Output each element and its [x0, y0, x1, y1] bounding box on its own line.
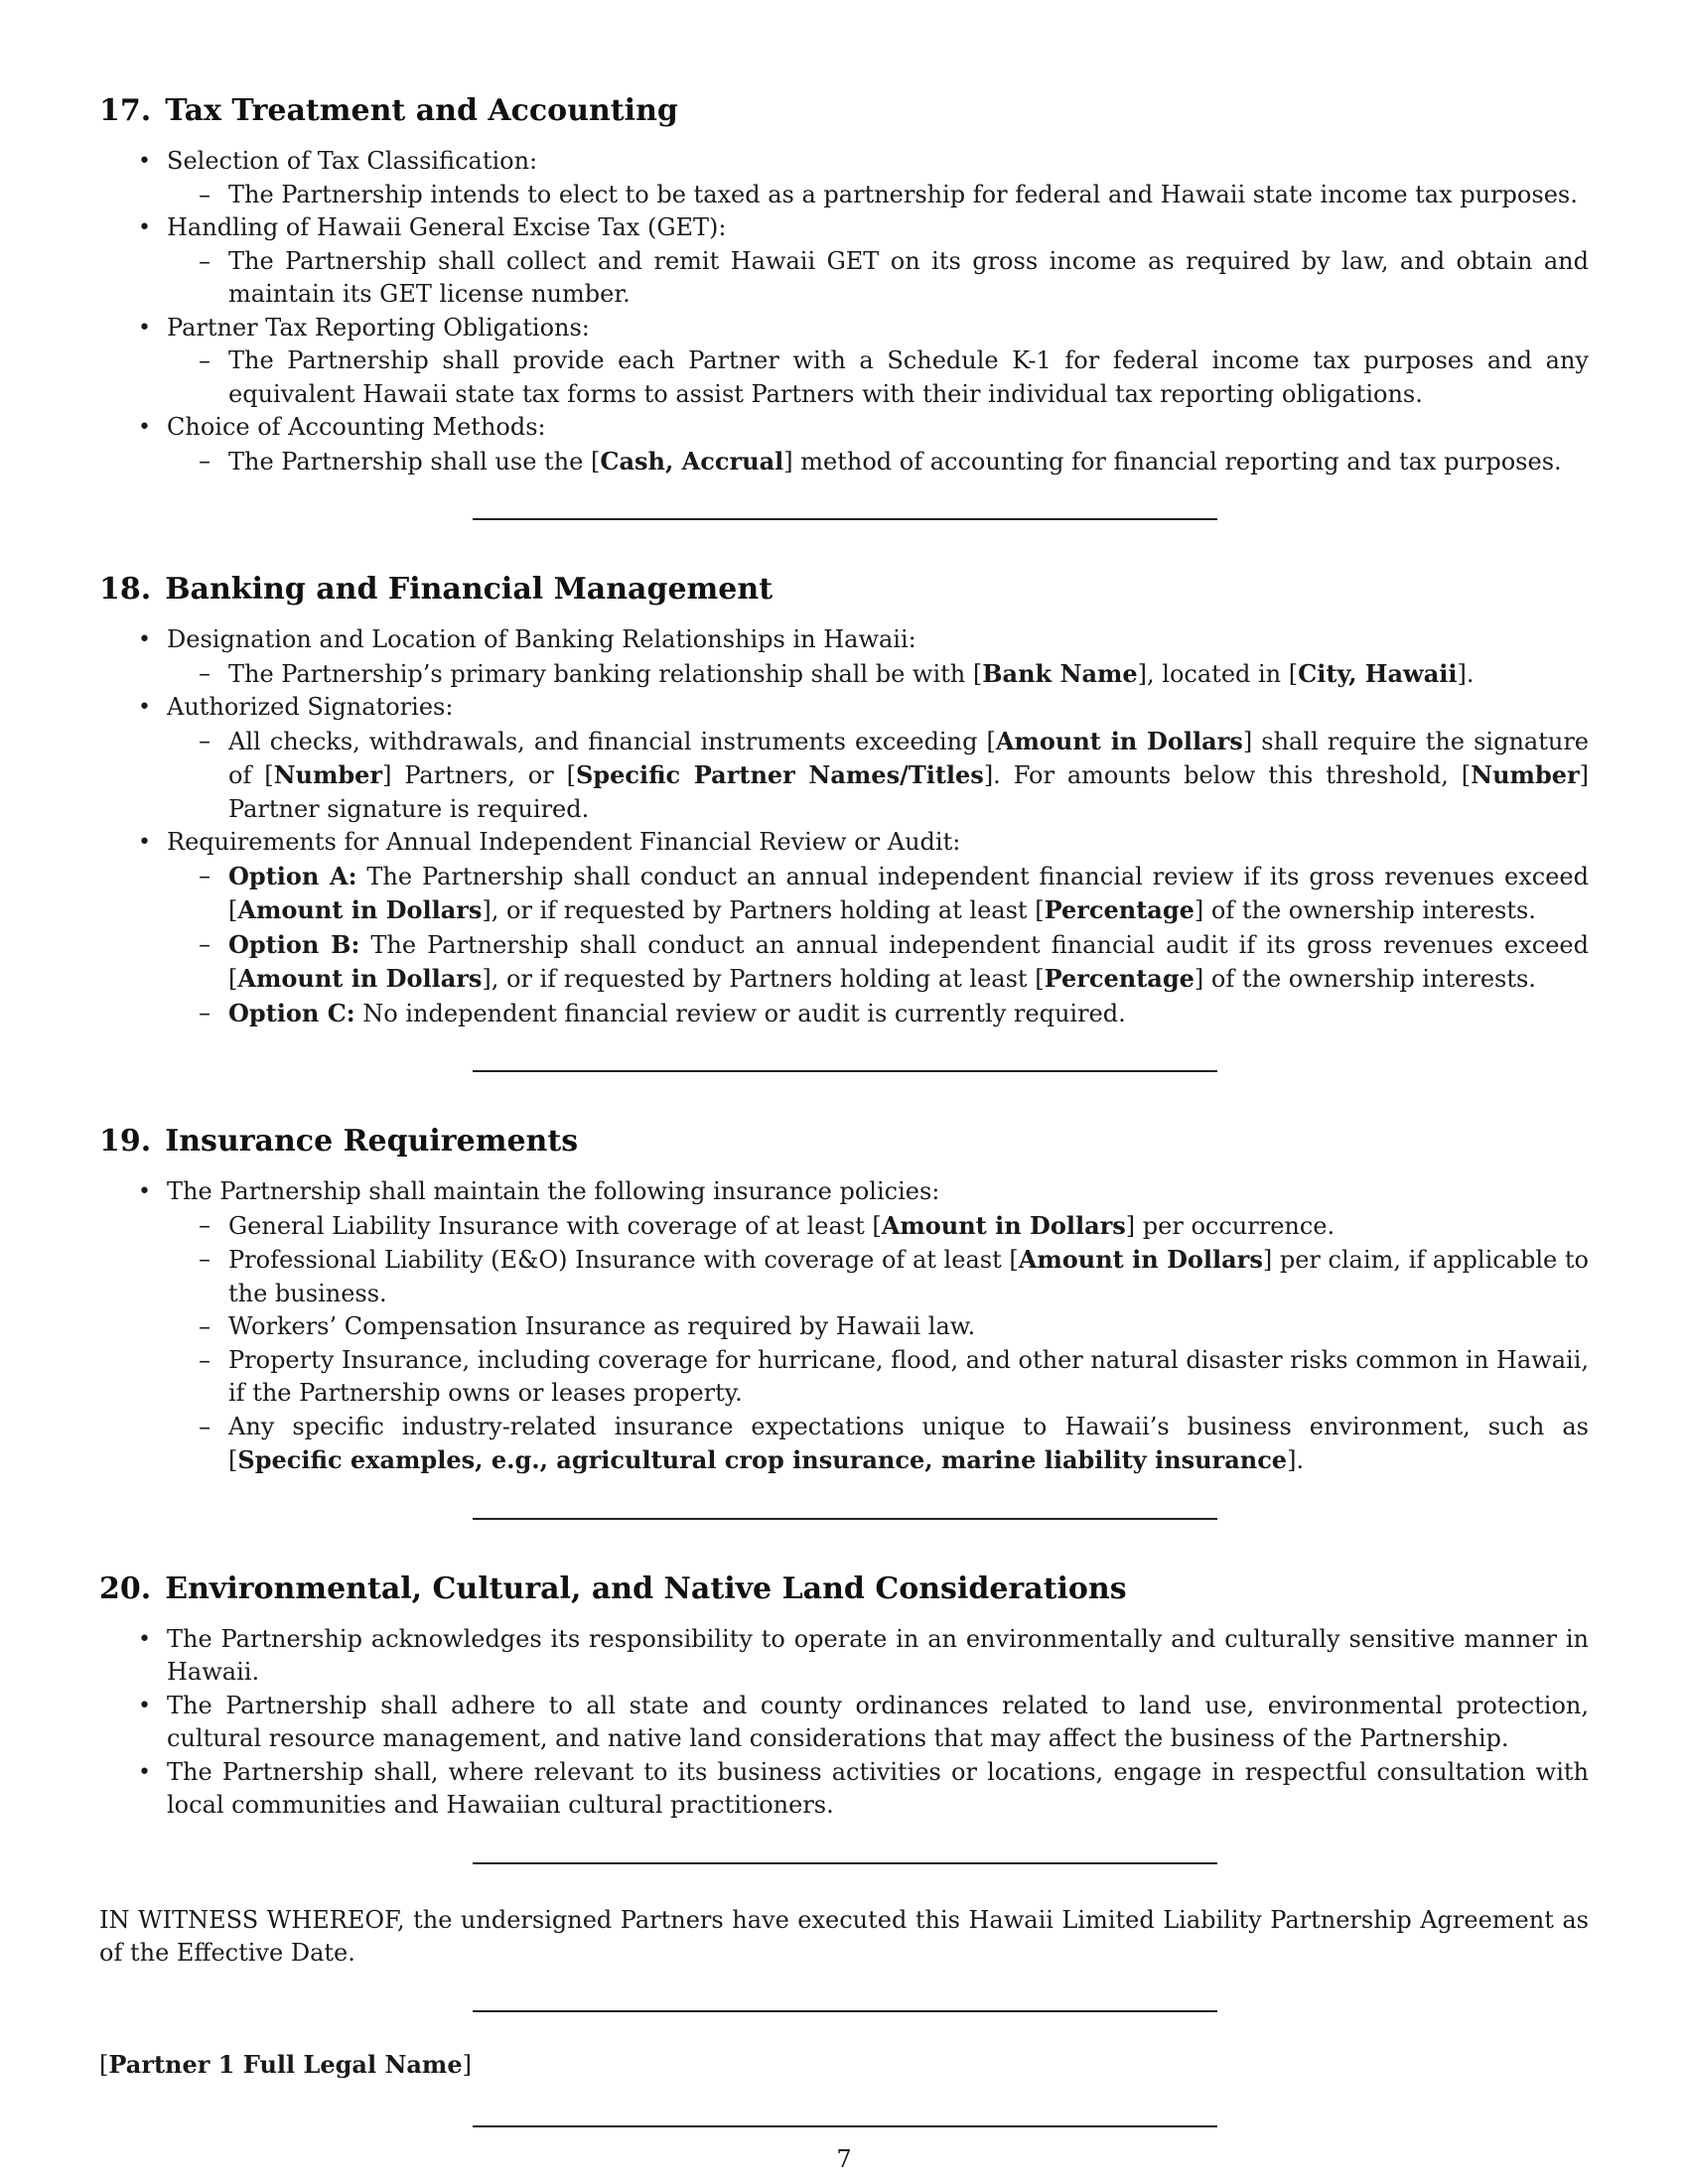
list-item: • Designation and Location of Banking Relationships in Hawaii: – The Partnership’s primary banking relationship shall be with [Bank Name], located in [City, Hawaii]. [99, 623, 1589, 691]
list-item: • Authorized Signatories: – All checks, withdrawals, and financial instruments exceeding [Amount in Dollars] shall require the signature of [Number] Partners, or [Specific Partner Names/Titles]. For amounts below this threshold, [Number] Partner signature is required. [99, 691, 1589, 826]
sub-list-item: – The Partnership shall provide each Partner with a Schedule K-1 for federal income tax purposes and any equivalent Hawaii state tax forms to assist Partners with their individual tax reporting obligations. [167, 344, 1589, 411]
list-item: • Requirements for Annual Independent Financial Review or Audit: – Option A: The Partnership shall conduct an annual independent financial review if its gross revenues exceed [Amount in Dollars], or if requested by Partners holding at least [Percentage] of the ownership interests. – Option B: The Partnership shall conduct an annual independent financial audit if its gross revenues exceed [Amount in Dollars], or if requested by Partners holding at least [Percentage] of the ownership interests. – Option C: No independent financial review or audit is currently required. [99, 826, 1589, 1030]
option-b: – Option B: The Partnership shall conduct an annual independent financial audit if its gross revenues exceed [Amount in Dollars], or if requested by Partners holding at least [Percentage] of the ownership interests. [167, 928, 1589, 997]
section-18 [99, 570, 1589, 1030]
section-17 [99, 91, 1589, 478]
policy-item: – Property Insurance, including coverage for hurricane, flood, and other natural disaster risks common in Hawaii, if the Partnership owns or leases property. [167, 1344, 1589, 1411]
signature-line [473, 2010, 1217, 2012]
option-a: – Option A: The Partnership shall conduct an annual independent financial review if its gross revenues exceed [Amount in Dollars], or if requested by Partners holding at least [Percentage] of the ownership interests. [167, 860, 1589, 928]
policy-item: – General Liability Insurance with coverage of at least [Amount in Dollars] per occurrence. [167, 1209, 1589, 1244]
list-item: • The Partnership shall adhere to all state and county ordinances related to land use, environmental protection, cultural resource management, and native land considerations that may affect the business of the Partnership. [99, 1690, 1589, 1756]
list-item: • Partner Tax Reporting Obligations: – The Partnership shall provide each Partner with a Schedule K-1 for federal income tax purposes and any equivalent Hawaii state tax forms to assist Partners with their individual tax reporting obligations. [99, 312, 1589, 412]
section-heading: 17. Tax Treatment and Accounting [99, 93, 678, 128]
document-page [99, 91, 1589, 2127]
policy-item: – Any specific industry-related insurance expectations unique to Hawaii’s business environment, such as [Specific examples, e.g., agricultural crop insurance, marine liability insurance]. [167, 1411, 1589, 1478]
horizontal-rule [473, 1070, 1217, 1072]
section-heading: 18. Banking and Financial Management [99, 572, 774, 607]
section-heading: 19. Insurance Requirements [99, 1124, 579, 1159]
sub-list-item: – The Partnership intends to elect to be taxed as a partnership for federal and Hawaii state income tax purposes. [167, 179, 1589, 212]
section-heading: 20. Environmental, Cultural, and Native Land Considerations [99, 1570, 1127, 1606]
list-item: • Handling of Hawaii General Excise Tax (GET): – The Partnership shall collect and remit Hawaii GET on its gross income as required by law, and obtain and maintain its GET license number. [99, 211, 1589, 312]
option-c: – Option C: No independent financial review or audit is currently required. [167, 997, 1589, 1031]
sub-list-item: – The Partnership’s primary banking relationship shall be with [Bank Name], located in [City, Hawaii]. [167, 657, 1589, 692]
horizontal-rule [473, 518, 1217, 520]
witness-clause: IN WITNESS WHEREOF, the undersigned Partners have executed this Hawaii Limited Liability Partnership Agreement as of the Effective Date. [99, 1905, 1589, 1967]
list-item: • Choice of Accounting Methods: – The Partnership shall use the [Cash, Accrual] method of accounting for financial reporting and tax purposes. [99, 411, 1589, 478]
sub-list-item: – The Partnership shall use the [Cash, Accrual] method of accounting for financial reporting and tax purposes. [167, 445, 1589, 479]
list-item: • The Partnership acknowledges its responsibility to operate in an environmentally and culturally sensitive manner in Hawaii. [99, 1623, 1589, 1690]
sub-list-item: – The Partnership shall collect and remit Hawaii GET on its gross income as required by law, and obtain and maintain its GET license number. [167, 245, 1589, 312]
partner-signature-name: [Partner 1 Full Legal Name] [99, 2049, 472, 2079]
horizontal-rule [473, 1518, 1217, 1520]
signature-line [473, 2125, 1217, 2127]
horizontal-rule [473, 1862, 1217, 1864]
policy-item: – Workers’ Compensation Insurance as required by Hawaii law. [167, 1310, 1589, 1344]
list-item: • The Partnership shall, where relevant to its business activities or locations, engage in respectful consultation with local communities and Hawaiian cultural practitioners. [99, 1756, 1589, 1823]
section-19 [99, 1122, 1589, 1478]
section-20 [99, 1570, 1589, 1823]
list-item: • Selection of Tax Classification: – The Partnership intends to elect to be taxed as a partnership for federal and Hawaii state income tax purposes. [99, 145, 1589, 211]
list-item: • The Partnership shall maintain the following insurance policies: – General Liability Insurance with coverage of at least [Amount in Dollars] per occurrence. – Professional Liability (E&O) Insurance with coverage of at least [Amount in Dollars] per claim, if applicable to the business. – Workers’ Compensation Insurance as required by Hawaii law. – Property Insurance, including coverage for hurricane, flood, and other natural disaster risks common in Hawaii, if the Partnership owns or leases property. – Any specific industry-related insurance expectations unique to Hawaii’s business environment, such as [Specific examples, e.g., agricultural crop insurance, marine liability insurance]. [99, 1175, 1589, 1478]
sub-list-item: – All checks, withdrawals, and financial instruments exceeding [Amount in Dollars] shall require the signature of [Number] Partners, or [Specific Partner Names/Titles]. For amounts below this threshold, [Number] Partner signature is required. [167, 725, 1589, 827]
policy-item: – Professional Liability (E&O) Insurance with coverage of at least [Amount in Dollars] per claim, if applicable to the business. [167, 1243, 1589, 1310]
page-number: 7 [836, 2145, 852, 2173]
